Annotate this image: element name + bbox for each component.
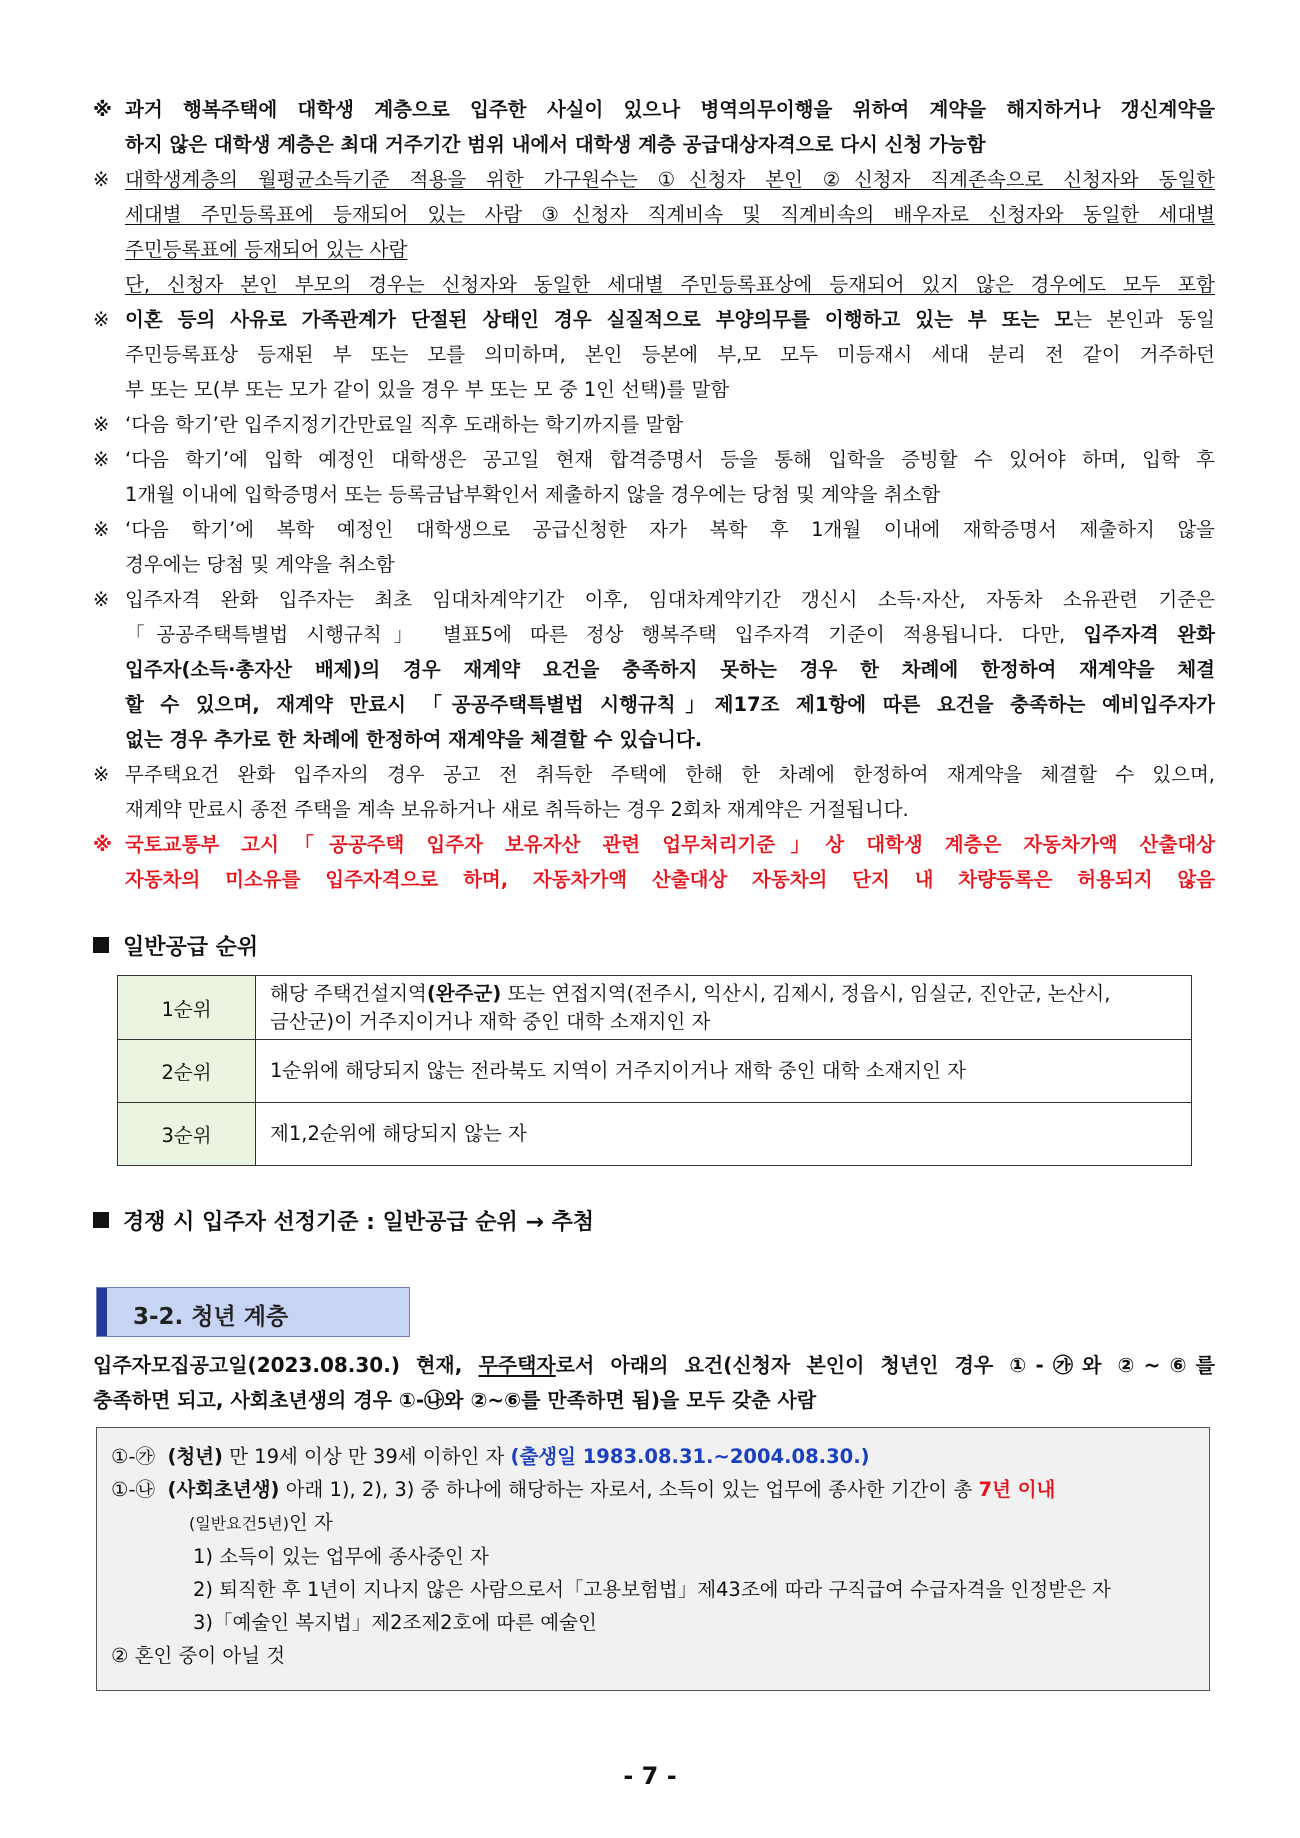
eligibility-box [96, 1427, 1210, 1691]
note-line: 부 또는 모(부 또는 모가 같이 있을 경우 부 또는 모 중 1인 선택)를 말함 [125, 378, 730, 401]
desc-bold: (완주군) [426, 981, 502, 1005]
rank-description: 제1,2순위에 해당되지 않는 자 [256, 1103, 1192, 1166]
rank-cell: 1순위 [118, 976, 256, 1040]
note-mark: ※ [93, 308, 110, 331]
note-mark: ※ [93, 448, 110, 471]
general-supply-table [117, 975, 1192, 1166]
note-line: 는 본인과 동일 [1073, 308, 1215, 331]
note-household-members [93, 162, 1215, 302]
rank-description [256, 976, 1192, 1040]
section-title-box [96, 1287, 410, 1337]
table-row [118, 1040, 1192, 1103]
note-next-semester [93, 407, 1215, 442]
desc-text: 금산군)이 거주지이거나 재학 중인 대학 소재지인 자 [270, 1009, 711, 1033]
item-number: ①-㉯ [111, 1478, 156, 1501]
note-line: 입주자격 완화 입주자는 최초 임대차계약기간 이후, 임대차계약기간 갱신시 소득·자산, 자동차 소유관련 기준은 [125, 588, 1215, 611]
small-note: (일반요건5년) [189, 1514, 289, 1533]
heading-text: 경쟁 시 입주자 선정기준 : 일반공급 순위 → 추첨 [123, 1210, 595, 1235]
box-row-youth [111, 1440, 1195, 1473]
item-text: 아래 1), 2), 3) 중 하나에 해당하는 자로서, 소득이 있는 업무에 종사한 기간이 총 [279, 1478, 979, 1501]
note-admission [93, 442, 1215, 512]
birthdate-range: (출생일 1983.08.31.~2004.08.30.) [510, 1445, 870, 1468]
note-mark: ※ [93, 763, 110, 786]
note-line: 국토교통부 고시「공공주택 입주자 보유자산 관련 업무처리기준」상 대학생 계층은 자동차가액 산출대상 [125, 833, 1215, 856]
note-line: ‘다음 학기’에 입학 예정인 대학생은 공고일 현재 합격증명서 등을 통해 입학을 증빙할 수 있어야 하며, 입학 후 [125, 448, 1215, 471]
note-return-to-school [93, 512, 1215, 582]
note-line: 없는 경우 추가로 한 차례에 한정하여 재계약을 체결할 수 있습니다. [125, 728, 703, 751]
note-line: 「공공주택특별법 시행규칙」 별표5에 따른 정상 행복주택 입주자격 기준이 적용됩니다. 다만, [125, 623, 1084, 646]
item-label: (청년) [167, 1445, 223, 1468]
desc-text: 해당 주택건설지역 [270, 981, 427, 1005]
item-number: ①-㉮ [111, 1445, 156, 1468]
item-text: 인 자 [288, 1511, 333, 1534]
note-line: 세대별 주민등록표에 등재되어 있는 사람 ③신청자 직계비속 및 직계비속의 배우자로 신청자와 동일한 세대별 [125, 203, 1215, 226]
note-line: 자동차의 미소유를 입주자격으로 하며, 자동차가액 산출대상 자동차의 단지 내 차량등록은 허용되지 않음 [125, 868, 1215, 891]
note-mark: ※ [93, 413, 110, 436]
section-accent-bar [97, 1288, 107, 1336]
req-text: 충족하면 되고, 사회초년생의 경우 ①-㉯와 ②~⑥를 만족하면 됨)을 모두 갖춘 사람 [93, 1388, 817, 1412]
note-military [93, 92, 1215, 162]
item-label: (사회초년생) [167, 1478, 280, 1501]
note-mark: ※ [93, 168, 110, 191]
table-row [118, 1103, 1192, 1166]
note-bold-text: 입주자격 완화 [1083, 623, 1215, 646]
note-homeless-relaxed [93, 757, 1215, 827]
req-underlined: 무주택자 [478, 1353, 556, 1377]
note-divorce [93, 302, 1215, 407]
note-line: 하지 않은 대학생 계층은 최대 거주기간 범위 내에서 대학생 계층 공급대상자격으로 다시 신청 가능함 [125, 133, 986, 156]
section-title: 3-2. 청년 계층 [133, 1304, 289, 1330]
note-line: 재계약 만료시 종전 주택을 계속 보유하거나 새로 취득하는 경우 2회차 재계약은 거절됩니다. [125, 798, 909, 821]
rank-cell: 2순위 [118, 1040, 256, 1103]
box-row-new-worker [111, 1473, 1195, 1506]
note-line: ‘다음 학기’란 입주지정기간만료일 직후 도래하는 학기까지를 말함 [125, 413, 684, 436]
heading-text: 일반공급 순위 [123, 935, 259, 960]
note-mark: ※ [93, 98, 112, 121]
square-bullet-icon [93, 937, 109, 953]
rank-cell: 3순위 [118, 1103, 256, 1166]
note-line: 대학생계층의 월평균소득기준 적용을 위한 가구원수는 ①신청자 본인 ②신청자 직계존속으로 신청자와 동일한 [125, 168, 1215, 191]
req-text: 입주자모집공고일(2023.08.30.) 현재, [93, 1353, 479, 1377]
note-line: 1개월 이내에 입학증명서 또는 등록금납부확인서 제출하지 않을 경우에는 당첨 및 계약을 취소함 [125, 483, 941, 506]
box-row-continuation [111, 1506, 1195, 1540]
competition-heading [93, 1205, 594, 1236]
item-text: 만 19세 이상 만 39세 이하인 자 [222, 1445, 511, 1468]
note-mark: ※ [93, 833, 112, 856]
table-row [118, 976, 1192, 1040]
note-bold-text: 이혼 등의 사유로 가족관계가 단절된 상태인 경우 실질적으로 부양의무를 이행하고 있는 부 또는 모 [125, 308, 1074, 331]
sub-item: 1) 소득이 있는 업무에 종사중인 자 [193, 1545, 489, 1568]
note-line: 입주자(소득·총자산 배제)의 경우 재계약 요건을 충족하지 못하는 경우 한 차례에 한정하여 재계약을 체결 [125, 658, 1215, 681]
desc-text: 또는 연접지역(전주시, 익산시, 김제시, 정읍시, 임실군, 진안군, 논산시, [501, 981, 1111, 1005]
note-mark: ※ [93, 588, 110, 611]
box-row-marriage: ② 혼인 중이 아닐 것 [111, 1644, 286, 1667]
youth-requirement-paragraph [93, 1348, 1215, 1418]
page-number: - 7 - [623, 1762, 677, 1790]
sub-item: 3)「예술인 복지법」제2조제2호에 따른 예술인 [193, 1611, 597, 1634]
note-line: 경우에는 당첨 및 계약을 취소함 [125, 553, 395, 576]
note-line: 단, 신청자 본인 부모의 경우는 신청자와 동일한 세대별 주민등록표상에 등재되어 있지 않은 경우에도 모두 포함 [125, 273, 1215, 296]
rank-description: 1순위에 해당되지 않는 전라북도 지역이 거주지이거나 재학 중인 대학 소재지인 자 [256, 1040, 1192, 1103]
square-bullet-icon [93, 1212, 109, 1228]
general-supply-heading [93, 930, 258, 961]
note-line: 주민등록표에 등재되어 있는 사람 [125, 238, 408, 261]
period-limit: 7년 이내 [978, 1478, 1056, 1501]
note-line: 주민등록표상 등재된 부 또는 모를 의미하며, 본인 등본에 부,모 모두 미등재시 세대 분리 전 같이 거주하던 [125, 343, 1215, 366]
note-mark: ※ [93, 518, 110, 541]
note-line: 할 수 있으며, 재계약 만료시 「공공주택특별법 시행규칙」제17조 제1항에 따른 요건을 충족하는 예비입주자가 [125, 693, 1215, 716]
note-relaxed-eligibility [93, 582, 1215, 757]
note-line: 무주택요건 완화 입주자의 경우 공고 전 취득한 주택에 한해 한 차례에 한정하여 재계약을 체결할 수 있으며, [125, 763, 1215, 786]
note-line: 과거 행복주택에 대학생 계층으로 입주한 사실이 있으나 병역의무이행을 위하여 계약을 해지하거나 갱신계약을 [125, 98, 1215, 121]
sub-item: 2) 퇴직한 후 1년이 지나지 않은 사람으로서「고용보험법」제43조에 따라 구직급여 수급자격을 인정받은 자 [193, 1578, 1111, 1601]
note-line: ‘다음 학기’에 복학 예정인 대학생으로 공급신청한 자가 복학 후 1개월 이내에 재학증명서 제출하지 않을 [125, 518, 1215, 541]
note-vehicle-restriction [93, 827, 1215, 897]
req-text: 로서 아래의 요건(신청자 본인이 청년인 경우 ①-㉮와 ②~⑥를 [555, 1353, 1215, 1377]
